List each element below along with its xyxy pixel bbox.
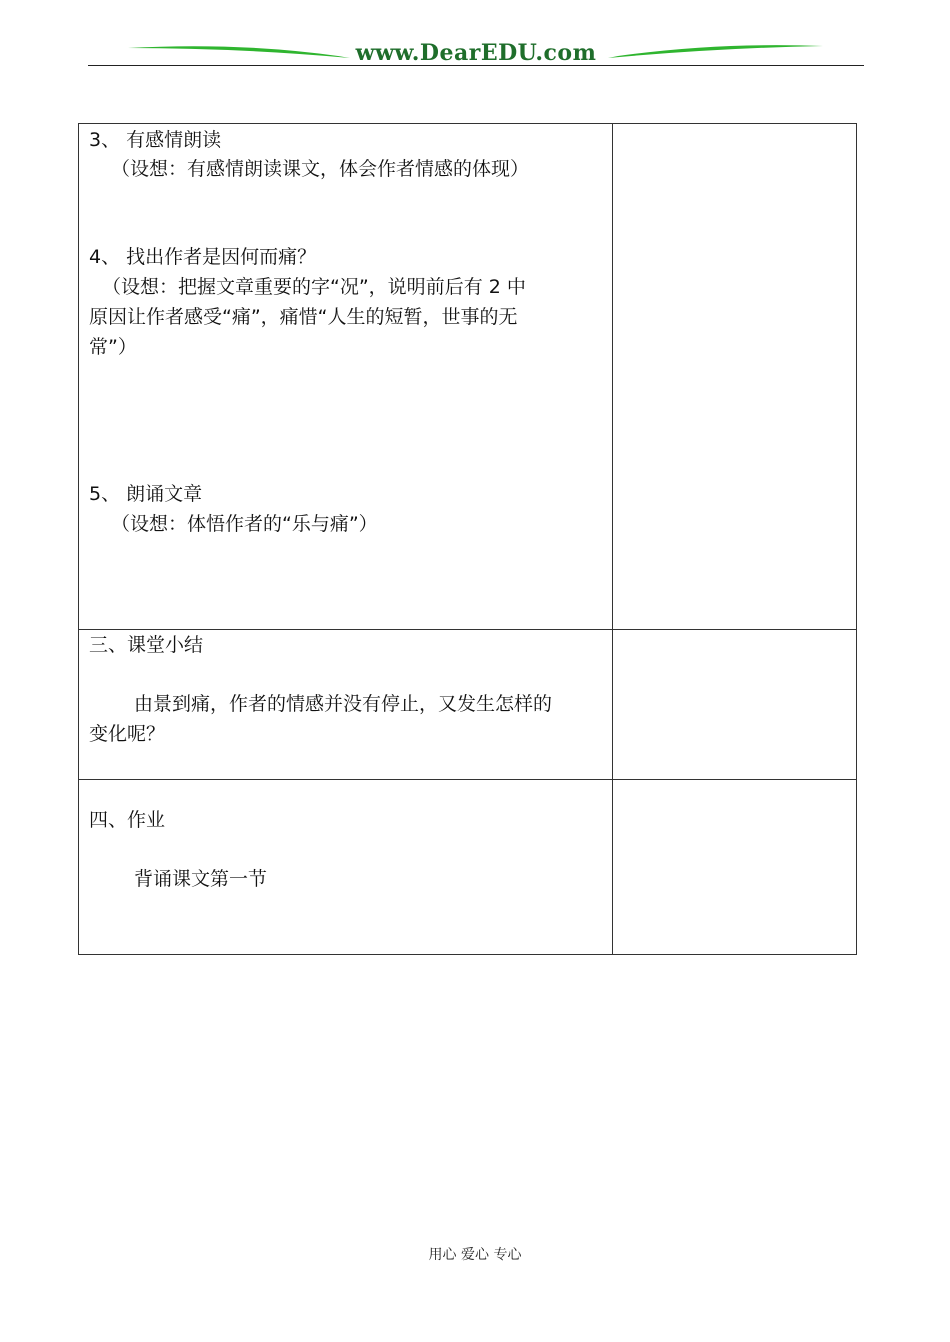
page-footer: 用心 爱心 专心 xyxy=(428,1247,522,1263)
site-logo[interactable]: www.DearEDU.com xyxy=(355,40,597,66)
notes-cell xyxy=(613,780,857,955)
section-text: 背诵课文第一节 xyxy=(134,868,268,890)
notes-cell xyxy=(613,124,857,630)
page-header xyxy=(88,38,864,68)
content-cell xyxy=(79,124,613,630)
header-rule xyxy=(88,65,864,66)
step-heading: 4、 找出作者是因何而痛？ xyxy=(89,246,317,268)
table-row xyxy=(79,124,857,630)
content-cell xyxy=(79,780,613,955)
section-text: 由景到痛，作者的情感并没有停止，又发生怎样的 xyxy=(134,693,553,715)
step-note: （设想：体悟作者的“乐与痛”） xyxy=(111,513,378,535)
table-row xyxy=(79,630,857,780)
step-note: （设想：有感情朗读课文，体会作者情感的体现） xyxy=(111,158,530,180)
table-row xyxy=(79,780,857,955)
step-note: （设想：把握文章重要的字“况”，说明前后有 2 中 xyxy=(102,276,526,298)
step-note: 原因让作者感受“痛”，痛惜“人生的短暂，世事的无 xyxy=(89,306,518,328)
step-note: 常”） xyxy=(89,336,137,358)
step-heading: 3、 有感情朗读 xyxy=(89,129,222,151)
notes-cell xyxy=(613,630,857,780)
content-cell xyxy=(79,630,613,780)
section-heading: 四、作业 xyxy=(89,809,166,831)
section-text: 变化呢？ xyxy=(89,723,166,745)
section-heading: 三、课堂小结 xyxy=(89,634,204,656)
step-heading: 5、 朗诵文章 xyxy=(89,483,203,505)
lesson-plan-table xyxy=(78,123,857,955)
